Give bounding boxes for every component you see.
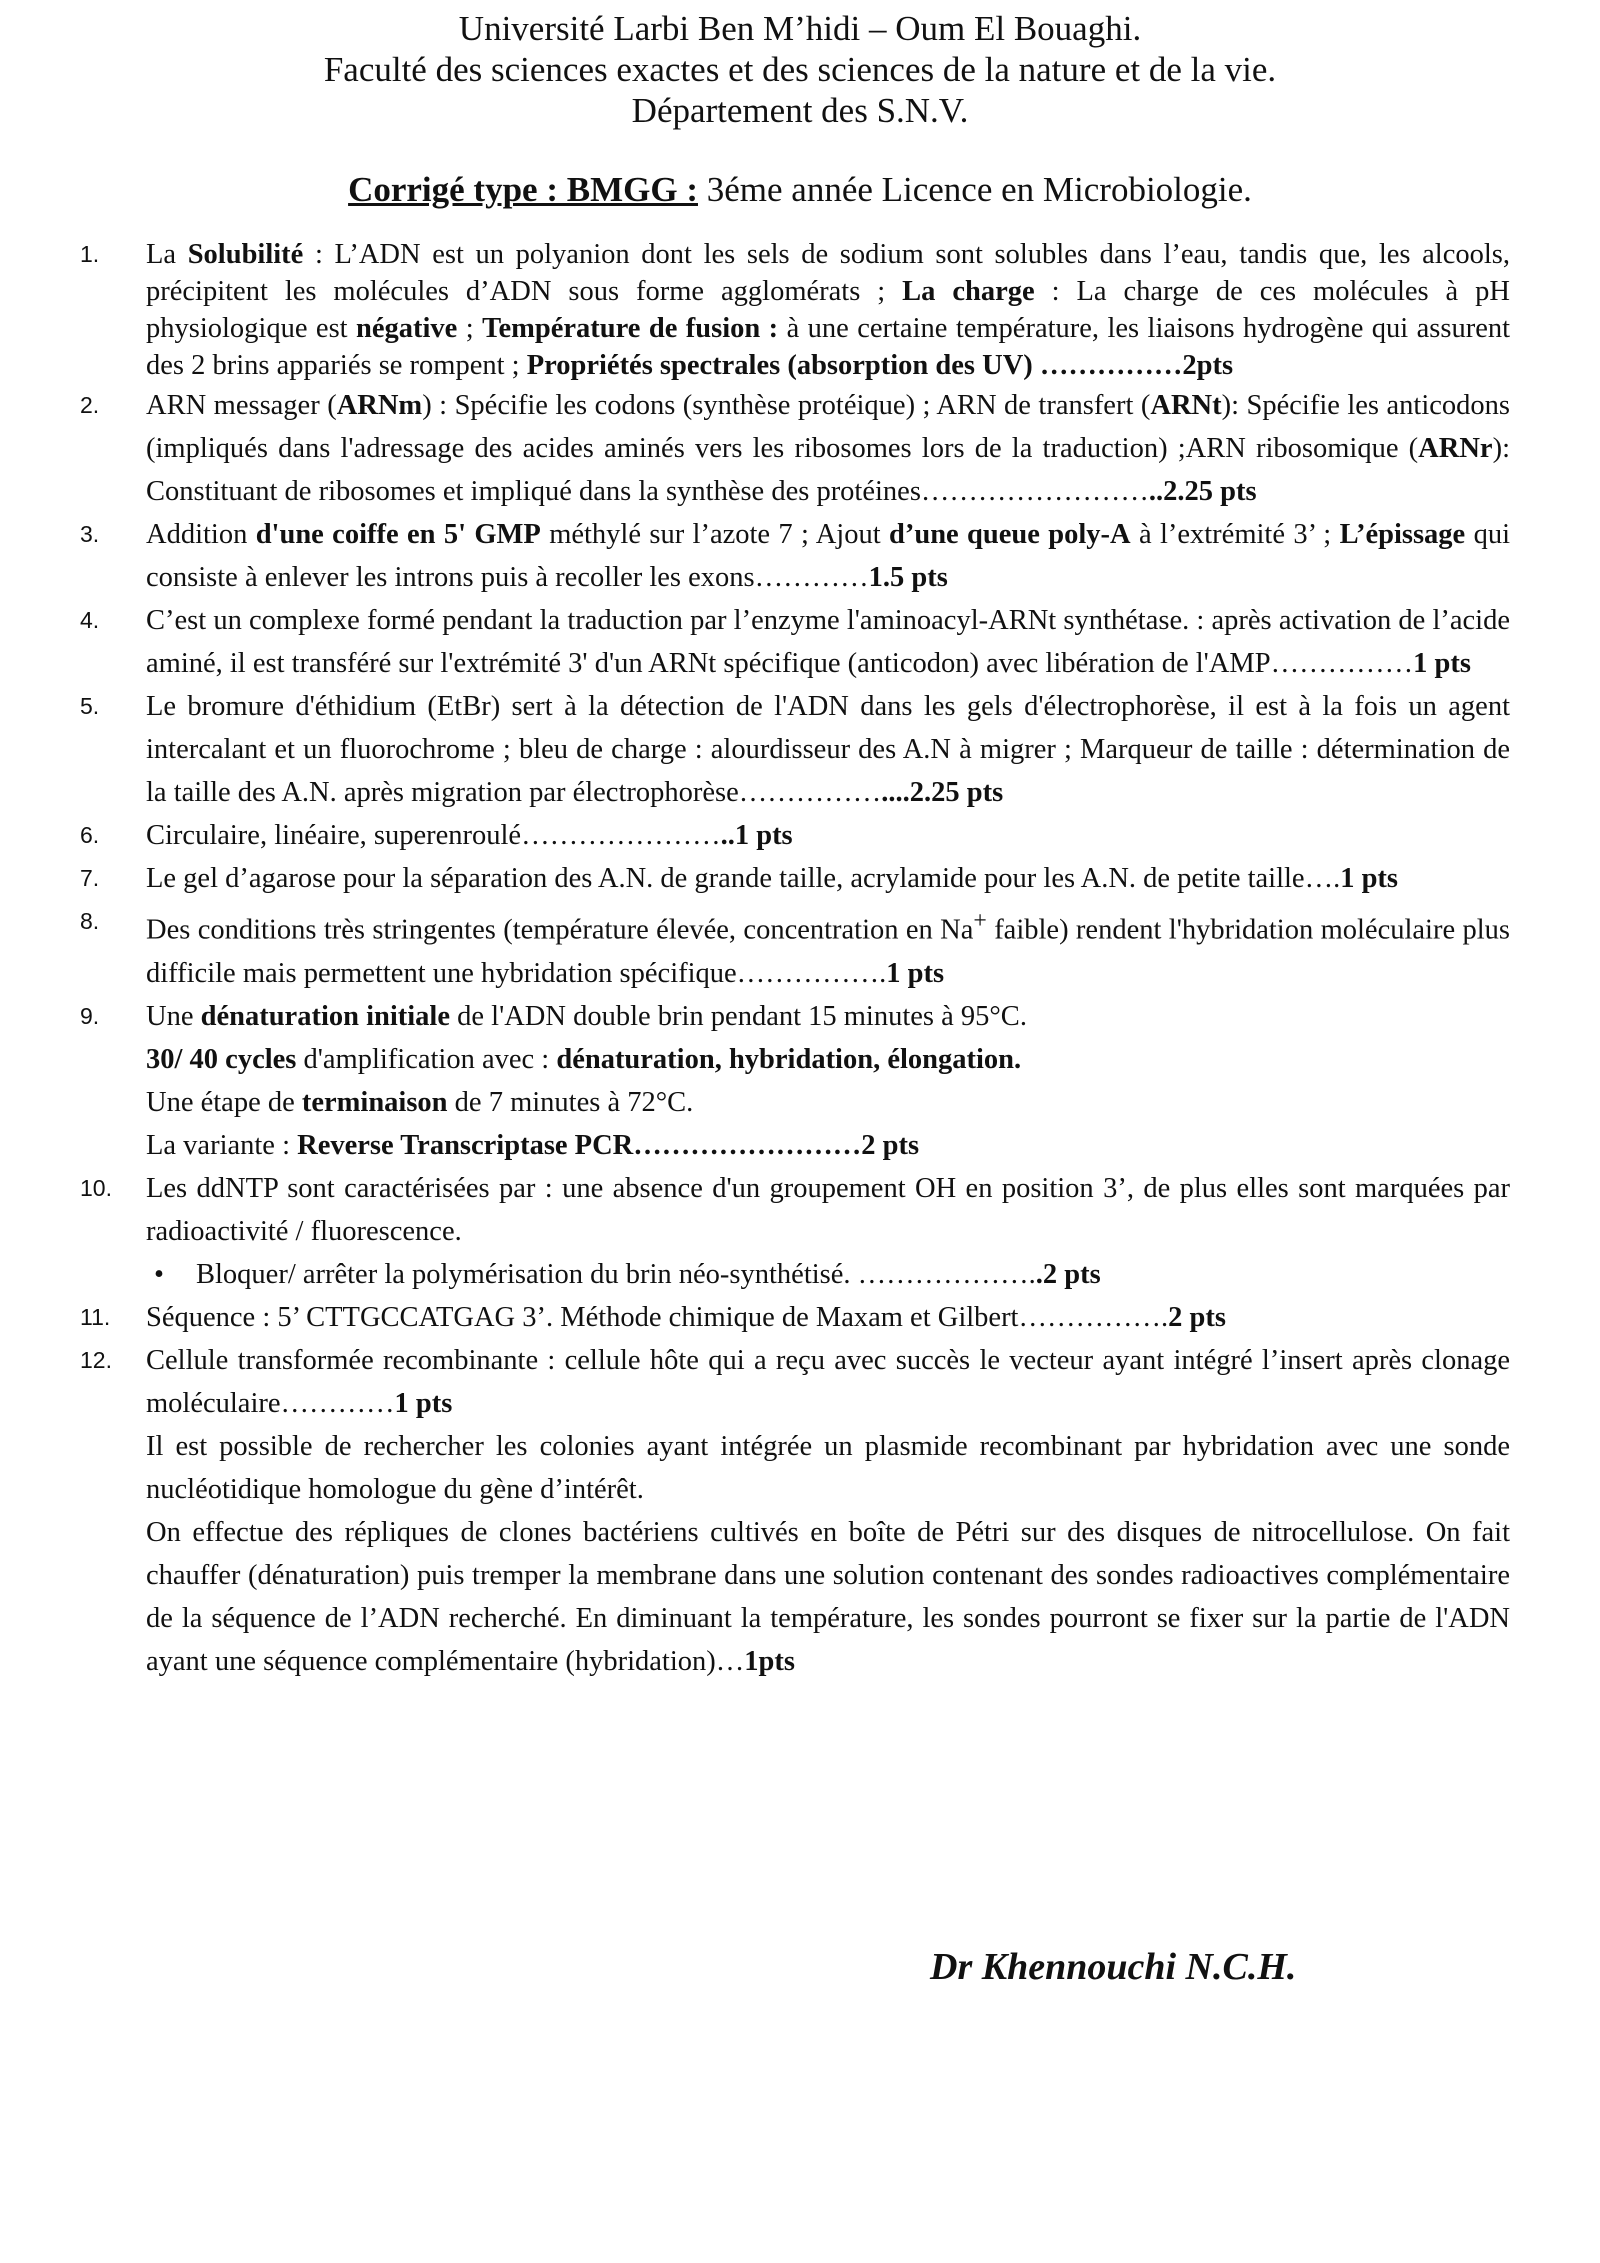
text-run: faible) rendent l'hybridation moléculaire plus difficile mais permettent une hybridation spécifique……………. [146,914,1510,989]
bold-text: La charge [902,276,1035,307]
text-run: Cellule transformée recombinante : cellule hôte qui a reçu avec succès le vecteur ayant intégré l’insert après clonage moléculaire………… [146,1344,1510,1419]
bold-text: terminaison [301,1086,448,1118]
answer-number: 4. [80,607,100,633]
bold-text: Température de fusion : [482,313,779,344]
bold-text: ..2.25 pts [1148,476,1257,507]
bold-text: Reverse Transcriptase PCR……………………2 pts [297,1129,920,1161]
text-run: Les ddNTP sont caractérisées par : une absence d'un groupement OH en position 3’, de plus elles sont marquées par radioactivité / fluorescence. [146,1172,1510,1247]
bold-text: dénaturation, hybridation, élongation. [556,1043,1022,1075]
subtitle-label: Corrigé type : BMGG : [348,170,698,209]
answer-item [80,1339,1510,1683]
text-run: ): Constituant de ribosomes et impliqué dans la synthèse des protéines…………………… [146,433,1510,507]
bold-text: ....2.25 pts [881,777,1004,808]
department-name: Département des S.N.V. [631,91,969,130]
bold-text: Propriétés spectrales (absorption des UV) ……………2pts [526,350,1234,381]
answer-number: 10. [80,1174,112,1201]
answer-paragraph [146,513,1510,599]
answer-line [146,1038,1510,1081]
bullet-dot-icon: • [154,1258,164,1290]
bold-text: ARNr [1418,433,1493,464]
answer-item [80,599,1510,685]
answer-number: 5. [80,693,100,719]
text-run: : L’ADN est un polyanion dont les sels de sodium sont solubles dans l’eau, tandis que, les alcools, précipitent les molécules d’ADN sous forme agglomérats ; [146,239,1510,307]
text-run: Le gel d’agarose pour la séparation des A.N. de grande taille, acrylamide pour les A.N. de petite taille…. [146,863,1341,894]
text-run: ARN messager ( [146,390,337,421]
answer-number: 11. [80,1303,111,1330]
text-run: Le bromure d'éthidium (EtBr) sert à la détection de l'ADN dans les gels d'électrophorèse, il est à la fois un agent intercalant et un fluorochrome ; bleu de charge : alourdisseur des A.N à migrer ; Marqueur de taille : détermination de la taille des A.N. après migration par électrophorèse…………… [146,691,1510,808]
answer-number: 9. [80,1002,100,1029]
text-run: de 7 minutes à 72°C. [447,1086,694,1118]
text-run: Bloquer/ arrêter la polymérisation du brin néo-synthétisé. ………………. [196,1258,1036,1290]
text-run: Une étape de [146,1086,302,1118]
bold-text: ARNm [336,390,423,421]
text-run: La [146,239,188,270]
bold-text: .2 pts [1035,1258,1101,1290]
text-run: qui consiste à enlever les introns puis à recoller les exons………… [146,519,1510,593]
bold-text: d'une coiffe en 5' GMP [255,519,541,550]
answer-paragraph [146,1511,1510,1683]
text-run: On effectue des répliques de clones bactériens cultivés en boîte de Pétri sur des disques de nitrocellulose. On fait chauffer (dénaturation) puis tremper la membrane dans une solution contenant des sondes radioactives complémentaire de la séquence de l’ADN recherché. En diminuant la température, les sondes pourront se fixer sur la partie de l'ADN ayant une séquence complémentaire (hybridation)… [146,1516,1510,1677]
bold-text: 1 pts [1340,863,1399,894]
answer-item [80,857,1510,900]
answer-number: 6. [80,822,100,848]
text-run: Circulaire, linéaire, superenroulé………………… [146,820,721,851]
bold-text: 30/ 40 cycles [146,1043,297,1075]
bold-text: négative [356,313,458,344]
text-run: La variante : [146,1129,298,1161]
bold-text: 1 pts [1413,648,1471,679]
answer-paragraph [146,384,1510,513]
answer-item [80,236,1510,384]
bold-text: ..1 pts [720,820,793,851]
answer-item [80,814,1510,857]
text-run: Séquence : 5’ CTTGCCATGAG 3’. Méthode chimique de Maxam et Gilbert……………. [146,1301,1169,1333]
subtitle-rest: 3éme année Licence en Microbiologie. [697,170,1252,209]
text-run: méthylé sur l’azote 7 ; Ajout [540,519,889,550]
answer-paragraph [146,599,1510,685]
answer-item [80,513,1510,599]
signature: Dr Khennouchi N.C.H. [930,1946,1297,1988]
answer-line [146,1081,1510,1124]
bold-text: 1 pts [886,957,945,989]
bold-text: 1.5 pts [868,562,948,593]
answer-number: 12. [80,1346,112,1373]
header [0,8,1600,131]
bold-text: Solubilité [187,239,304,270]
text-run: Une [146,1000,201,1032]
text-run: à une certaine température, les liaisons hydrogène qui assurent des 2 brins appariés se rompent ; [146,313,1511,381]
text-run: : La charge de ces molécules à pH physiologique est [146,276,1510,344]
text-run: à l’extrémité 3’ ; [1130,519,1340,550]
answer-paragraph [146,236,1510,384]
faculty-name: Faculté des sciences exactes et des sciences de la nature et de la vie. [323,50,1277,89]
bullet-item [154,1253,1510,1296]
university-name: Université Larbi Ben M’hidi – Oum El Bouaghi. [458,9,1142,48]
answer-paragraph [146,1339,1510,1425]
answer-number: 3. [80,521,100,547]
answer-paragraph [146,814,1510,857]
text-run: d'amplification avec : [296,1043,557,1075]
answer-item [80,685,1510,814]
answer-item [80,384,1510,513]
text-run: Il est possible de rechercher les colonies ayant intégrée un plasmide recombinant par hybridation avec une sonde nucléotidique homologue du gène d’intérêt. [146,1430,1510,1505]
text-run: ; [457,313,483,344]
answer-line [146,1124,1510,1167]
exam-subtitle [0,170,1600,210]
answer-item [80,1296,1510,1339]
answer-item [80,995,1510,1167]
text-run: ) : Spécifie les codons (synthèse protéique) ; ARN de transfert ( [422,390,1151,421]
answer-number: 8. [80,908,100,934]
answer-number: 2. [80,392,100,418]
answer-line [146,995,1510,1038]
text-run: Des conditions très stringentes (température élevée, concentration en Na [146,914,974,946]
answer-list [80,236,1510,1683]
bold-text: dénaturation initiale [200,1000,450,1032]
text-run: Addition [146,519,256,550]
bold-text: L’épissage [1339,519,1466,550]
text-run: C’est un complexe formé pendant la traduction par l’enzyme l'aminoacyl-ARNt synthétase. : après activation de l’acide aminé, il est transféré sur l'extrémité 3' d'un ARNt spécifique (anticodon) avec libération de l'AMP…………… [146,605,1510,679]
bold-text: 2 pts [1168,1301,1226,1333]
answer-item [80,900,1510,995]
answer-paragraph [146,1425,1510,1511]
bold-text: d’une queue poly-A [889,519,1131,550]
answer-paragraph [146,685,1510,814]
bold-text: ARNt [1150,390,1222,421]
answer-paragraph [146,1167,1510,1253]
text-run: de l'ADN double brin pendant 15 minutes à 95°C. [450,1000,1027,1032]
answer-paragraph [146,1296,1510,1339]
answer-paragraph [146,900,1510,995]
bold-text: 1 pts [394,1387,453,1419]
answer-item [80,1167,1510,1296]
bold-text: 1pts [744,1645,795,1677]
answer-number: 1. [80,241,100,267]
answer-paragraph [146,857,1510,900]
answer-number: 7. [80,865,100,891]
text-run: ): Spécifie les anticodons (impliqués dans l'adressage des acides aminés vers les ribosomes lors de la traduction) ;ARN ribosomique ( [146,390,1510,464]
superscript: + [973,908,987,934]
